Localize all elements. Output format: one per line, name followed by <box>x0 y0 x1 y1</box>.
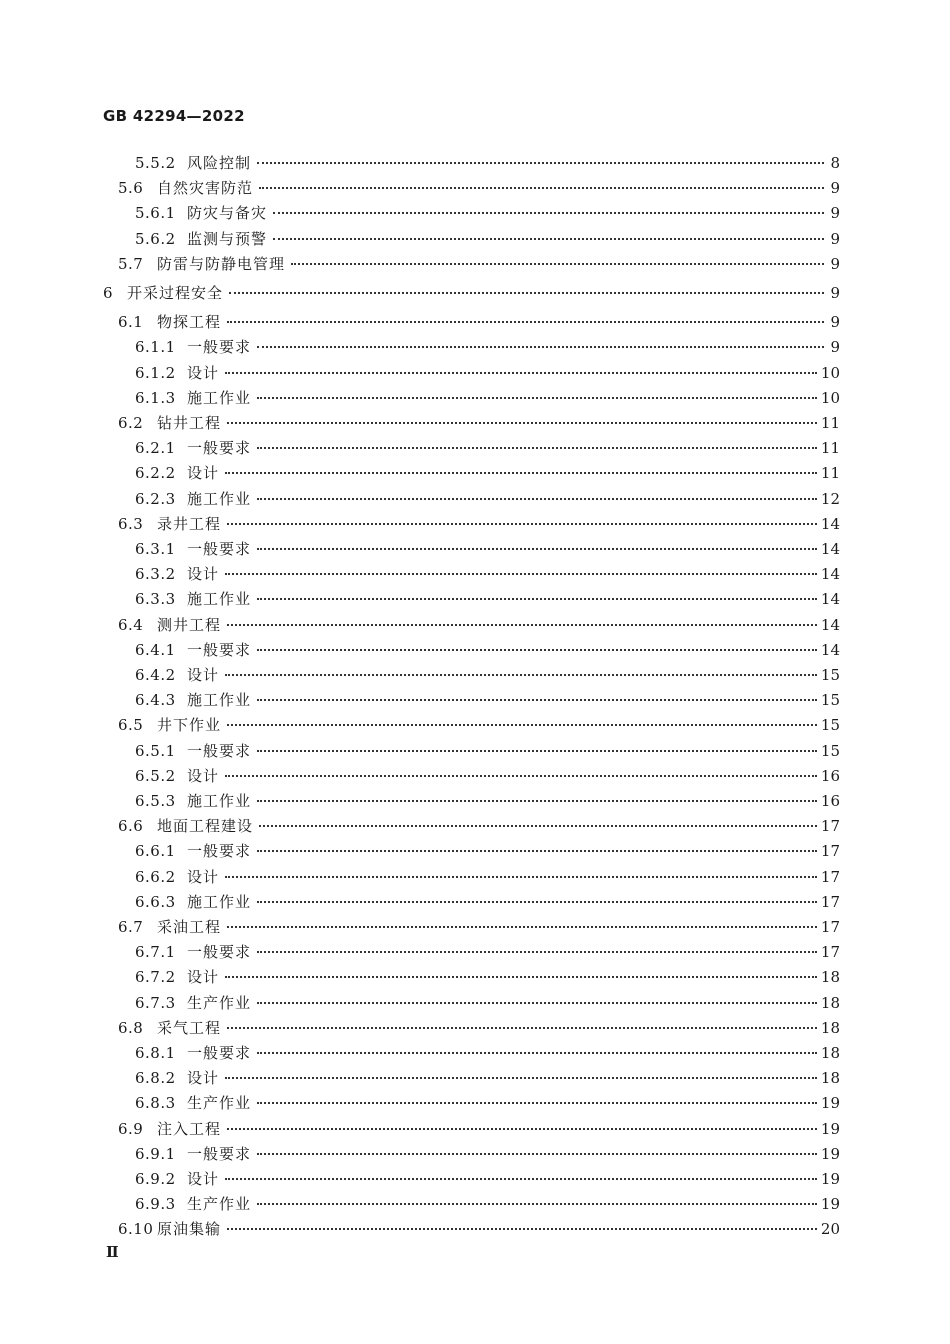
toc-entry[interactable] <box>118 178 840 198</box>
toc-entry[interactable] <box>135 1043 840 1063</box>
toc-dot-leader <box>259 186 824 189</box>
toc-entry[interactable] <box>135 564 840 584</box>
toc-entry-title: 一般要求 <box>187 1145 252 1163</box>
toc-entry-page: 9 <box>830 284 840 302</box>
toc-entry-page: 9 <box>830 204 840 222</box>
toc-entry-title: 生产作业 <box>187 1195 252 1213</box>
toc-entry-number: 6.5.3 <box>135 792 176 810</box>
toc-entry-title: 钻井工程 <box>157 414 222 432</box>
toc-entry-page: 8 <box>830 154 840 172</box>
toc-entry[interactable] <box>118 917 840 937</box>
toc-entry-number: 6.7.1 <box>135 943 176 961</box>
toc-entry-page: 15 <box>820 691 840 709</box>
toc-entry[interactable] <box>135 892 840 912</box>
toc-dot-leader <box>257 698 817 701</box>
toc-entry-number: 6.3 <box>118 515 144 533</box>
toc-entry-number: 6.7 <box>118 918 144 936</box>
toc-entry[interactable] <box>135 203 840 223</box>
toc-dot-leader <box>225 1076 817 1079</box>
toc-entry-title: 监测与预警 <box>187 230 268 248</box>
toc-entry[interactable] <box>135 337 840 357</box>
toc-entry-number: 6.4.2 <box>135 666 176 684</box>
toc-entry-page: 14 <box>820 515 840 533</box>
toc-entry-title: 一般要求 <box>187 943 252 961</box>
toc-entry[interactable] <box>118 1119 840 1139</box>
toc-entry-page: 14 <box>820 565 840 583</box>
toc-dot-leader <box>257 1001 817 1004</box>
toc-entry[interactable] <box>118 816 840 836</box>
toc-entry-number: 6.4 <box>118 616 144 634</box>
toc-dot-leader <box>257 161 824 164</box>
toc-entry[interactable] <box>135 867 840 887</box>
toc-entry-title: 生产作业 <box>187 994 252 1012</box>
toc-dot-leader <box>227 1127 817 1130</box>
toc-dot-leader <box>257 396 817 399</box>
toc-entry-title: 施工作业 <box>187 792 252 810</box>
toc-entry-title: 原油集输 <box>157 1220 222 1238</box>
toc-dot-leader <box>227 925 817 928</box>
toc-entry-page: 18 <box>820 1069 840 1087</box>
toc-dot-leader <box>225 774 817 777</box>
toc-entry-page: 9 <box>830 230 840 248</box>
toc-entry[interactable] <box>118 254 840 274</box>
toc-entry-page: 15 <box>820 666 840 684</box>
toc-entry-title: 设计 <box>187 464 220 482</box>
toc-entry[interactable] <box>135 690 840 710</box>
toc-dot-leader <box>257 446 817 449</box>
toc-entry-number: 6.4.3 <box>135 691 176 709</box>
toc-entry[interactable] <box>118 1219 840 1239</box>
toc-entry[interactable] <box>118 615 840 635</box>
toc-entry-number: 6.1.2 <box>135 364 176 382</box>
toc-entry-title: 井下作业 <box>157 716 222 734</box>
toc-entry-number: 6.4.1 <box>135 641 176 659</box>
toc-entry-page: 17 <box>820 918 840 936</box>
toc-entry-title: 设计 <box>187 364 220 382</box>
toc-entry[interactable] <box>135 539 840 559</box>
toc-entry-page: 17 <box>820 842 840 860</box>
toc-entry-page: 12 <box>820 490 840 508</box>
toc-entry-title: 设计 <box>187 565 220 583</box>
toc-entry-number: 6.8.3 <box>135 1094 176 1112</box>
toc-dot-leader <box>227 723 817 726</box>
toc-entry-title: 施工作业 <box>187 490 252 508</box>
toc-entry-page: 9 <box>830 313 840 331</box>
toc-entry[interactable] <box>135 942 840 962</box>
toc-entry[interactable] <box>135 841 840 861</box>
toc-entry-number: 6.8 <box>118 1019 144 1037</box>
toc-entry-number: 6.2.3 <box>135 490 176 508</box>
toc-entry-number: 6.5.1 <box>135 742 176 760</box>
toc-dot-leader <box>227 1227 817 1230</box>
toc-entry[interactable] <box>135 1068 840 1088</box>
toc-entry-title: 设计 <box>187 1069 220 1087</box>
toc-entry-number: 6.9.3 <box>135 1195 176 1213</box>
toc-entry-page: 17 <box>820 817 840 835</box>
toc-entry-title: 设计 <box>187 767 220 785</box>
toc-entry-number: 5.6.2 <box>135 230 176 248</box>
toc-entry-page: 19 <box>820 1170 840 1188</box>
toc-entry-page: 11 <box>820 464 840 482</box>
toc-entry-number: 6.9 <box>118 1120 144 1138</box>
toc-dot-leader <box>227 623 817 626</box>
toc-entry[interactable] <box>135 438 840 458</box>
toc-dot-leader <box>227 1026 817 1029</box>
toc-entry-number: 6.1 <box>118 313 144 331</box>
toc-entry-number: 6.6.1 <box>135 842 176 860</box>
toc-entry[interactable] <box>135 993 840 1013</box>
page-number: Ⅱ <box>106 1243 119 1261</box>
toc-entry-title: 自然灾害防范 <box>157 179 254 197</box>
toc-entry-page: 14 <box>820 616 840 634</box>
toc-entry-page: 20 <box>820 1220 840 1238</box>
toc-entry-page: 14 <box>820 590 840 608</box>
toc-entry-page: 17 <box>820 943 840 961</box>
toc-entry-title: 录井工程 <box>157 515 222 533</box>
toc-entry-page: 11 <box>820 439 840 457</box>
toc-dot-leader <box>273 237 824 240</box>
toc-dot-leader <box>225 673 817 676</box>
toc-entry-page: 18 <box>820 1044 840 1062</box>
toc-dot-leader <box>225 1177 817 1180</box>
toc-entry-page: 18 <box>820 994 840 1012</box>
toc-entry[interactable] <box>118 312 840 332</box>
toc-entry-title: 设计 <box>187 1170 220 1188</box>
toc-entry[interactable] <box>135 741 840 761</box>
toc-entry[interactable] <box>135 640 840 660</box>
toc-dot-leader <box>257 1202 817 1205</box>
toc-entry-title: 施工作业 <box>187 893 252 911</box>
toc-entry-page: 16 <box>820 767 840 785</box>
toc-dot-leader <box>225 471 817 474</box>
toc-entry-number: 6.6.3 <box>135 893 176 911</box>
toc-entry-page: 10 <box>820 364 840 382</box>
toc-dot-leader <box>257 1101 817 1104</box>
toc-entry-number: 6.6 <box>118 817 144 835</box>
toc-entry[interactable] <box>135 388 840 408</box>
toc-entry[interactable] <box>135 153 840 173</box>
toc-dot-leader <box>257 900 817 903</box>
toc-dot-leader <box>227 320 824 323</box>
toc-entry-title: 施工作业 <box>187 590 252 608</box>
toc-entry-title: 风险控制 <box>187 154 252 172</box>
toc-entry-number: 6.6.2 <box>135 868 176 886</box>
toc-entry-page: 19 <box>820 1195 840 1213</box>
toc-entry-page: 17 <box>820 868 840 886</box>
toc-entry-number: 6.10 <box>118 1220 154 1238</box>
toc-entry[interactable] <box>135 589 840 609</box>
toc-entry-title: 设计 <box>187 968 220 986</box>
toc-entry-title: 一般要求 <box>187 338 252 356</box>
toc-entry-number: 6.5 <box>118 716 144 734</box>
toc-entry[interactable] <box>135 229 840 249</box>
toc-entry-number: 6.3.1 <box>135 540 176 558</box>
toc-entry-number: 5.6.1 <box>135 204 176 222</box>
toc-entry-number: 6 <box>103 284 114 302</box>
toc-entry-number: 6.9.2 <box>135 1170 176 1188</box>
toc-entry-title: 设计 <box>187 868 220 886</box>
toc-entry-page: 9 <box>830 255 840 273</box>
toc-entry[interactable] <box>135 1093 840 1113</box>
toc-entry-title: 开采过程安全 <box>127 284 224 302</box>
toc-entry-page: 19 <box>820 1094 840 1112</box>
toc-entry-page: 16 <box>820 792 840 810</box>
toc-dot-leader <box>229 291 824 294</box>
toc-entry-number: 6.5.2 <box>135 767 176 785</box>
toc-entry[interactable] <box>135 463 840 483</box>
toc-entry-page: 18 <box>820 968 840 986</box>
toc-entry-title: 施工作业 <box>187 691 252 709</box>
toc-entry-title: 一般要求 <box>187 742 252 760</box>
toc-dot-leader <box>225 572 817 575</box>
toc-entry[interactable] <box>103 283 840 303</box>
toc-dot-leader <box>257 1152 817 1155</box>
toc-entry-page: 19 <box>820 1145 840 1163</box>
toc-dot-leader <box>225 975 817 978</box>
toc-entry[interactable] <box>118 715 840 735</box>
toc-entry[interactable] <box>135 791 840 811</box>
toc-entry-title: 防灾与备灾 <box>187 204 268 222</box>
toc-entry-page: 9 <box>830 179 840 197</box>
toc-entry-number: 6.3.3 <box>135 590 176 608</box>
toc-entry-number: 6.8.1 <box>135 1044 176 1062</box>
toc-entry[interactable] <box>135 766 840 786</box>
toc-entry-title: 采油工程 <box>157 918 222 936</box>
toc-dot-leader <box>227 522 817 525</box>
toc-entry-title: 一般要求 <box>187 1044 252 1062</box>
toc-entry-number: 6.9.1 <box>135 1145 176 1163</box>
toc-dot-leader <box>291 262 824 265</box>
toc-entry-title: 一般要求 <box>187 641 252 659</box>
toc-entry[interactable] <box>135 1194 840 1214</box>
toc-entry-number: 6.1.1 <box>135 338 176 356</box>
toc-entry-page: 10 <box>820 389 840 407</box>
toc-entry-page: 15 <box>820 742 840 760</box>
toc-dot-leader <box>259 824 817 827</box>
toc-entry-number: 5.7 <box>118 255 144 273</box>
toc-entry-title: 一般要求 <box>187 540 252 558</box>
toc-entry[interactable] <box>135 665 840 685</box>
toc-entry-page: 17 <box>820 893 840 911</box>
toc-entry-number: 5.6 <box>118 179 144 197</box>
toc-entry-title: 防雷与防静电管理 <box>157 255 286 273</box>
toc-entry[interactable] <box>135 489 840 509</box>
toc-dot-leader <box>257 749 817 752</box>
toc-entry-title: 生产作业 <box>187 1094 252 1112</box>
toc-dot-leader <box>273 211 824 214</box>
toc-entry-page: 14 <box>820 641 840 659</box>
toc-entry-page: 14 <box>820 540 840 558</box>
toc-entry-page: 11 <box>820 414 840 432</box>
toc-dot-leader <box>257 597 817 600</box>
toc-entry-number: 6.2 <box>118 414 144 432</box>
toc-entry-number: 6.8.2 <box>135 1069 176 1087</box>
toc-entry-title: 注入工程 <box>157 1120 222 1138</box>
toc-dot-leader <box>257 799 817 802</box>
toc-entry-page: 19 <box>820 1120 840 1138</box>
toc-dot-leader <box>257 345 824 348</box>
toc-entry-number: 6.7.3 <box>135 994 176 1012</box>
toc-dot-leader <box>225 875 817 878</box>
toc-entry-title: 施工作业 <box>187 389 252 407</box>
toc-entry[interactable] <box>118 1018 840 1038</box>
toc-entry-title: 设计 <box>187 666 220 684</box>
toc-dot-leader <box>257 849 817 852</box>
toc-dot-leader <box>225 371 817 374</box>
toc-entry-title: 一般要求 <box>187 439 252 457</box>
toc-dot-leader <box>227 421 817 424</box>
toc-entry-title: 测井工程 <box>157 616 222 634</box>
toc-entry[interactable] <box>118 413 840 433</box>
toc-dot-leader <box>257 547 817 550</box>
toc-entry-number: 6.2.2 <box>135 464 176 482</box>
toc-entry-number: 5.5.2 <box>135 154 176 172</box>
toc-entry-title: 地面工程建设 <box>157 817 254 835</box>
toc-entry[interactable] <box>135 1169 840 1189</box>
toc-entry[interactable] <box>135 1144 840 1164</box>
toc-entry-number: 6.2.1 <box>135 439 176 457</box>
toc-entry[interactable] <box>135 967 840 987</box>
toc-entry-page: 9 <box>830 338 840 356</box>
toc-dot-leader <box>257 1051 817 1054</box>
toc-dot-leader <box>257 648 817 651</box>
toc-entry-number: 6.7.2 <box>135 968 176 986</box>
toc-entry[interactable] <box>118 514 840 534</box>
toc-entry-page: 18 <box>820 1019 840 1037</box>
toc-entry[interactable] <box>135 363 840 383</box>
standard-code-header: GB 42294—2022 <box>103 107 245 125</box>
toc-entry-number: 6.3.2 <box>135 565 176 583</box>
toc-entry-page: 15 <box>820 716 840 734</box>
toc-dot-leader <box>257 497 817 500</box>
toc-entry-number: 6.1.3 <box>135 389 176 407</box>
toc-entry-title: 采气工程 <box>157 1019 222 1037</box>
toc-entry-title: 一般要求 <box>187 842 252 860</box>
toc-dot-leader <box>257 950 817 953</box>
toc-entry-title: 物探工程 <box>157 313 222 331</box>
